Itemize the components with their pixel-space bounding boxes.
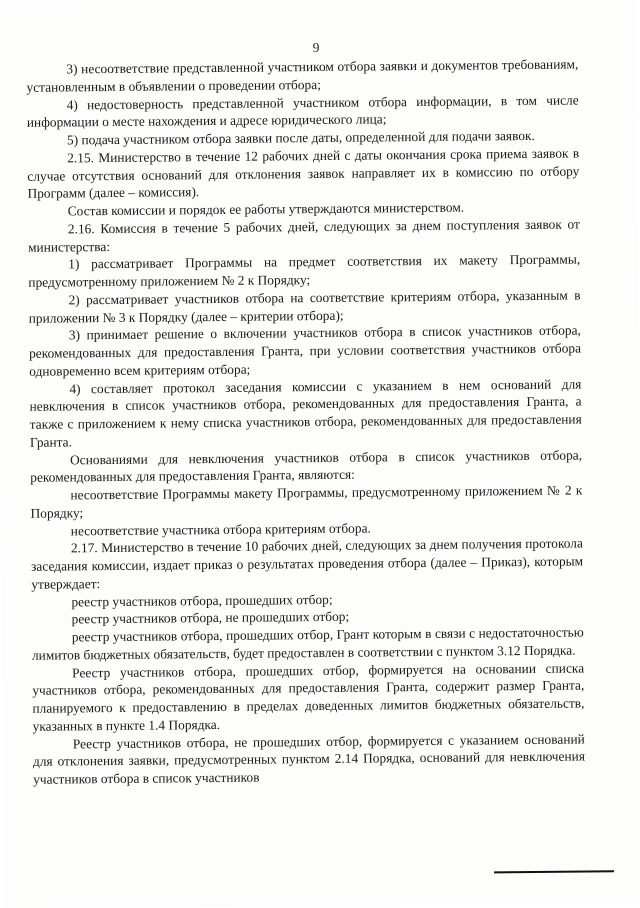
paragraph: реестр участников отбора, прошедших отбор;	[71, 591, 333, 609]
paragraph: Реестр участников отбора, прошедших отбор, формируется на основании списка участников отбора, рекомендованных для предоставления Гранта, содержит размер Гранта, планируемого к предоставлению в пределах доведенных лимитов бюджетных обязательств, указанных в пункте 1.4 Порядка.	[32, 659, 585, 734]
paragraph: 2.17. Министерство в течение 10 рабочих дней, следующих за днем получения протокола заседания комиссии, издает приказ о результатах проведения отбора (далее – Приказ), которым утверждает:	[31, 535, 584, 592]
document-body	[26, 56, 585, 789]
paragraph: несоответствие участника отбора критериям отбора.	[70, 520, 371, 538]
paragraph: реестр участников отбора, не прошедших отбор;	[71, 608, 350, 627]
paragraph: 4) составляет протокол заседания комиссии с указанием в нем оснований для невключения в список участников отбора, рекомендованных для предоставления Гранта, а также с приложением к нему списка участников отбора, рекомендованных для предоставления Гранта.	[29, 375, 582, 450]
page-number: 9	[312, 39, 320, 56]
paragraph: 2.16. Комиссия в течение 5 рабочих дней, следующих за днем поступления заявок от министерства:	[27, 216, 580, 255]
footer-rule	[494, 870, 614, 873]
paragraph: Основаниями для невключения участников отбора в список участников отбора, рекомендованных для предоставления Гранта, являются:	[30, 446, 583, 486]
paragraph: 3) несоответствие представленной участником отбора заявки и документов требованиям, установленным в объявлении о проведении отбора;	[26, 56, 579, 95]
paragraph: 3) принимает решение о включении участников отбора в список участников отбора, рекомендованных для предоставления Гранта, при условии соответствия участников отбора одновременно всем критериям отбора;	[28, 322, 582, 379]
paragraph: 5) подача участником отбора заявки после даты, определенной для подачи заявок.	[66, 127, 535, 148]
paragraph: 1) рассматривает Программы на предмет соответствия их макету Программы, предусмотренному приложением № 2 к Порядку;	[28, 251, 581, 290]
paragraph: несоответствие Программы макету Программы, предусмотренному приложением № 2 к Порядку;	[30, 482, 583, 521]
paragraph: 4) недостоверность представленной участником отбора информации, в том числе информации о месте нахождения и адресе юридического лица;	[26, 92, 579, 131]
paragraph: реестр участников отбора, прошедших отбор, Грант которым в связи с недостаточностью лимитов бюджетных обязательств, будет предоставлен в соответствии с пунктом 3.12 Порядка.	[31, 624, 584, 663]
paragraph: 2) рассматривает участников отбора на соответствие критериям отбора, указанным в приложении № 3 к Порядку (далее – критерии отбора);	[28, 287, 581, 326]
paragraph: Состав комиссии и порядок ее работы утверждаются министерством.	[67, 199, 465, 219]
paragraph: Реестр участников отбора, не прошедших отбор, формируется с указанием оснований для отклонения заявки, предусмотренных пунктом 2.14 Порядка, оснований для невключения участников отбора в список участников	[32, 730, 586, 787]
paragraph: 2.15. Министерство в течение 12 рабочих дней с даты окончания срока приема заявок в случае отсутствия оснований для отклонения заявок направляет их в комиссию по отбору Программ (далее – комиссия).	[27, 145, 580, 202]
